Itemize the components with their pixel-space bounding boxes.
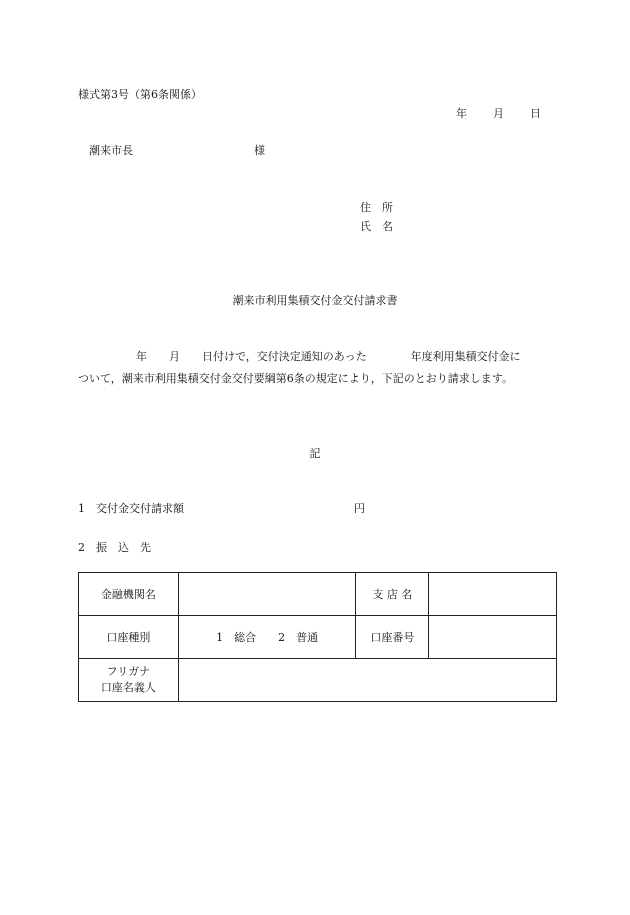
bank-row [79, 573, 557, 616]
branch-field[interactable] [429, 573, 557, 616]
holder-row [79, 659, 557, 702]
bank-name-label: 金融機関名 [79, 573, 179, 616]
addressee [89, 142, 265, 158]
addressee-honorific: 様 [254, 144, 265, 157]
body-line-1: 年 月 日付けで，交付決定通知のあった 年度利用集積交付金に [136, 350, 521, 363]
item-1-label: 1 交付金交付請求額 [78, 502, 184, 515]
holder-label: 口座名義人 [100, 681, 156, 694]
name-label: 氏 名 [360, 220, 393, 233]
yen-unit: 円 [354, 502, 365, 515]
account-row [79, 616, 557, 659]
document-title: 潮来市利用集積交付金交付請求書 [232, 294, 398, 307]
bank-table [78, 572, 557, 702]
item-1 [78, 500, 365, 516]
applicant-block [360, 198, 393, 236]
address-label: 住 所 [360, 201, 393, 214]
branch-label: 支 店 名 [356, 573, 429, 616]
form-number: 様式第3号（第6条関係） [78, 88, 202, 101]
body-line-2: ついて，潮来市利用集積交付金交付要綱第6条の規定により，下記のとおり請求します。 [78, 372, 513, 385]
bank-name-field[interactable] [178, 573, 356, 616]
furigana-label: フリガナ [106, 665, 151, 678]
month-label: 月 [493, 107, 504, 120]
item-2: 2 振 込 先 [78, 541, 151, 554]
account-type-options[interactable]: 1 総合 2 普通 [178, 616, 356, 659]
holder-label-cell [79, 659, 179, 702]
year-label: 年 [456, 107, 467, 120]
holder-field[interactable] [178, 659, 556, 702]
date-line [456, 105, 541, 121]
account-number-label: 口座番号 [356, 616, 429, 659]
account-type-label: 口座種別 [79, 616, 179, 659]
addressee-name: 潮来市長 [89, 144, 133, 157]
day-label: 日 [530, 107, 541, 120]
account-number-field[interactable] [429, 616, 557, 659]
ki-heading: 記 [309, 447, 321, 460]
